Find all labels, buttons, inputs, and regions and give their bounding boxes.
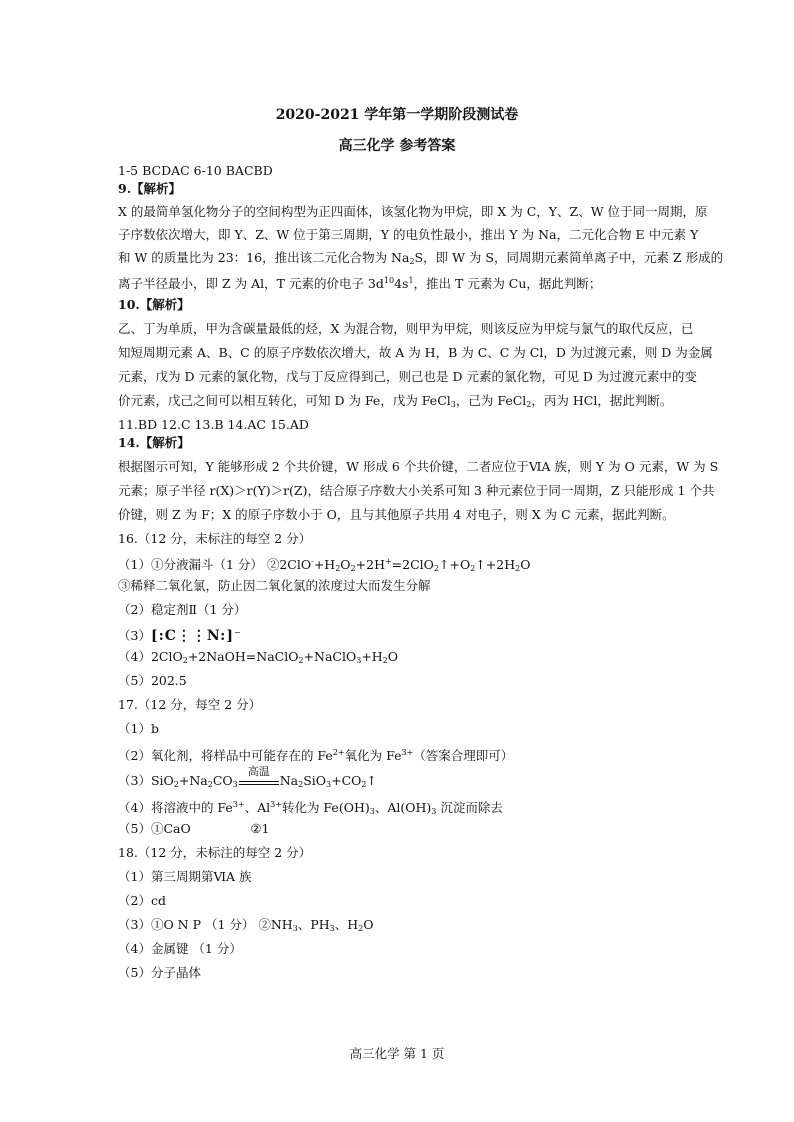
q10-line-3: 元素，戊为 D 元素的氯化物，戊与丁反应得到己，则己也是 D 元素的氯化物，可见 D 为过渡元素中的变 xyxy=(118,369,697,384)
answers-11-15: 11.BD 12.C 13.B 14.AC 15.AD xyxy=(118,417,309,432)
q9-line-2: 子序数依次增大，即 Y、Z、W 位于第三周期，Y 的电负性最小，推出 Y 为 Na，二元化合物 E 中元素 Y xyxy=(118,227,699,242)
q10-sub-3: 3 xyxy=(450,400,456,409)
q16-answer-1 xyxy=(118,553,530,578)
q17-a2-post: （答案合理即可） xyxy=(413,748,514,763)
q17-a3-pre: （3）SiO xyxy=(118,773,174,788)
q17-a3-up: ↑ xyxy=(366,773,377,788)
q16-a4-d: +H xyxy=(361,649,383,664)
q17-answer-1: （1）b xyxy=(118,721,159,736)
q17-a3-na: +Na xyxy=(178,773,208,788)
q16-a1-sub-c: 2 xyxy=(433,564,440,573)
q16-a1-up-o2: ↑+O xyxy=(439,557,471,572)
q9-line-3-b: S，即 W 为 S，同周期元素简单离子中，元素 Z 形成的 xyxy=(414,250,724,265)
q16-a1-sup: - xyxy=(311,557,314,566)
q17-a2-sup1: 2+ xyxy=(332,748,345,757)
q17-a4-mid3: 、Al(OH) xyxy=(374,800,432,815)
q16-a4-sub-1: 2 xyxy=(182,656,188,665)
q16-a1-hsup: + xyxy=(384,557,392,566)
q17-a3-sub-5: 3 xyxy=(326,780,332,789)
q16-a1-o2: O xyxy=(340,557,351,572)
cyanide-electron-formula: [:C⋮⋮N:] xyxy=(150,628,234,644)
q16-a4-c: +NaClO xyxy=(303,649,357,664)
q17-a3-sub-1: 2 xyxy=(173,780,179,789)
q9-line-3 xyxy=(118,249,723,271)
q17-a4-pre: （4）将溶液中的 Fe xyxy=(118,800,233,815)
q16-a1-pre: （1）①分液漏斗（1 分） ②2ClO xyxy=(118,557,312,572)
q16-a1-eq: =2ClO xyxy=(391,557,434,572)
q17-a2-mid: 氧化为 Fe xyxy=(344,748,402,763)
q17-a4-sup2: 3+ xyxy=(270,800,282,809)
q18-a3-sub-1: 3 xyxy=(292,924,298,933)
q18-answer-4: （4）金属键 （1 分） xyxy=(118,941,242,956)
q17-a3-sub-3: 3 xyxy=(232,780,238,789)
q10-line-4-a: 价元素，戊己之间可以相互转化，可知 D 为 Fe，戊为 FeCl xyxy=(118,393,451,408)
q18-a3-end: O xyxy=(363,917,374,932)
q9-sup-1: 1 xyxy=(408,276,414,285)
q17-a3-co2: +CO xyxy=(331,773,362,788)
q16-a1-2h: +2H xyxy=(355,557,385,572)
q16-a4-e: O xyxy=(387,649,399,664)
q18-a3-post: 、H xyxy=(334,917,359,932)
page-title: 2020-2021 学年第一学期阶段测试卷 xyxy=(275,107,519,123)
page-footer: 高三化学 第 1 页 xyxy=(349,1046,445,1061)
reaction-condition xyxy=(239,765,279,785)
q17-a4-mid: 、Al xyxy=(244,800,271,815)
q10-line-1: 乙、丁为单质，甲为含碳量最低的烃，X 为混合物，则甲为甲烷，则该反应为甲烷与氯气的取代反应，已 xyxy=(118,321,694,336)
q17-a3-prod: Na xyxy=(279,773,299,788)
q16-a1-sub-b: 2 xyxy=(350,564,356,573)
q9-line-4-b: ，推出 T 元素为 Cu，据此判断； xyxy=(413,276,602,291)
q17-a4-mid2: 转化为 Fe(OH) xyxy=(281,800,370,815)
q16-a1-up-h2o: ↑+2H xyxy=(475,557,516,572)
q14-line-2: 元素；原子半径 r(X)＞r(Y)＞r(Z)，结合原子序数大小关系可知 3 种元素位于同一周期，Z 只能形成 1 个共 xyxy=(118,483,715,498)
q9-line-1: X 的最简单氢化物分子的空间构型为正四面体，该氢化物为甲烷，即 X 为 C，Y、Z、W 位于同一周期，原 xyxy=(118,204,708,219)
q9-heading: 9.【解析】 xyxy=(118,181,182,196)
q9-line-4 xyxy=(118,272,601,293)
q16-answer-3 xyxy=(118,624,241,645)
q16-a4-b: +2NaOH=NaClO xyxy=(187,649,299,664)
q16-a1-sub-a: 2 xyxy=(335,564,341,573)
q17-answer-4 xyxy=(118,796,503,821)
q18-a3-mid: 、PH xyxy=(297,917,330,932)
q18-a3-pre: （3）①O N P （1 分） ②NH xyxy=(118,917,293,932)
q17-a3-sio: SiO xyxy=(303,773,327,788)
q16-a3-pre: （3） xyxy=(118,628,151,643)
q9-line-3-a: 和 W 的质量比为 23：16，推出该二元化合物为 Na xyxy=(118,250,410,265)
q9-sup-10: 10 xyxy=(383,276,395,285)
q14-heading: 14.【解析】 xyxy=(118,435,190,450)
q17-a4-sub-1: 3 xyxy=(369,807,375,816)
q16-answer-4 xyxy=(118,648,398,670)
q16-a1-o: O xyxy=(520,557,531,572)
q10-line-4-b: ，己为 FeCl xyxy=(455,393,527,408)
q17-heading: 17.（12 分，每空 2 分） xyxy=(118,697,262,712)
q10-line-2: 知短周期元素 A、B、C 的原子序数依次增大，故 A 为 H，B 为 C、C 为 Cl，D 为过渡元素，则 D 为金属 xyxy=(118,345,713,360)
q16-a4-sub-4: 2 xyxy=(382,656,388,665)
q16-a4-sub-3: 3 xyxy=(356,656,362,665)
q10-heading: 10.【解析】 xyxy=(118,297,190,312)
q17-a4-sup1: 3+ xyxy=(232,800,245,809)
q10-sub-2: 2 xyxy=(526,400,532,409)
q16-answer-1b: ③稀释二氧化氯，防止因二氧化氯的浓度过大而发生分解 xyxy=(118,578,431,593)
q18-answer-2: （2）cd xyxy=(118,893,166,908)
q16-a4-a: （4）2ClO xyxy=(118,649,183,664)
answers-1-10: 1-5 BCDAC 6-10 BACBD xyxy=(118,163,273,178)
page-subtitle: 高三化学 参考答案 xyxy=(338,138,456,154)
q17-a3-sub-2: 2 xyxy=(207,780,213,789)
q10-line-4-c: ，丙为 HCl，据此判断。 xyxy=(531,393,673,408)
q17-answer-2 xyxy=(118,744,513,765)
q16-heading: 16.（12 分，未标注的每空 2 分） xyxy=(118,531,312,546)
q17-a3-sub-6: 2 xyxy=(361,780,367,789)
q14-line-3: 价键，则 Z 为 F；X 的原子序数小于 O，且与其他原子共用 4 对电子，则 X 为 C 元素，据此判断。 xyxy=(118,507,675,522)
q18-answer-1: （1）第三周期第ⅥA 族 xyxy=(118,869,252,884)
q18-a3-sub-3: 2 xyxy=(358,924,364,933)
q17-a4-sub-2: 3 xyxy=(431,807,437,816)
q17-a4-post: 沉淀而除去 xyxy=(436,800,503,815)
q17-a2-sup2: 3+ xyxy=(401,748,414,757)
q16-answer-5: （5）202.5 xyxy=(118,673,187,688)
double-equal-sign xyxy=(239,781,279,785)
q16-a1-sub-e: 2 xyxy=(515,564,521,573)
q17-answer-5: （5）①CaO ②1 xyxy=(118,821,270,836)
q9-4s: 4s xyxy=(394,276,409,291)
q17-a3-co: CO xyxy=(212,773,233,788)
q17-a2-pre: （2）氧化剂，将样品中可能存在的 Fe xyxy=(118,748,333,763)
q16-a1-h2o2-h: +H xyxy=(313,557,336,572)
q18-a3-sub-2: 3 xyxy=(329,924,335,933)
condition-label: 高温 xyxy=(247,765,270,778)
q17-a3-sub-4: 2 xyxy=(298,780,304,789)
q9-line-4-a: 离子半径最小，即 Z 为 Al，T 元素的价电子 3d xyxy=(118,276,384,291)
q16-a4-sub-2: 2 xyxy=(298,656,304,665)
q16-a3-sup: − xyxy=(233,628,241,637)
q16-a1-sub-d: 2 xyxy=(470,564,476,573)
q18-answer-3 xyxy=(118,916,373,938)
q18-heading: 18.（12 分，未标注的每空 2 分） xyxy=(118,845,312,860)
q16-answer-2: （2）稳定剂Ⅱ（1 分） xyxy=(118,602,247,617)
q14-line-1: 根据图示可知，Y 能够形成 2 个共价键，W 形成 6 个共价键，二者应位于ⅥA 族，则 Y 为 O 元素，W 为 S xyxy=(118,459,719,474)
q10-line-4 xyxy=(118,392,672,414)
q9-sub: 2 xyxy=(409,257,415,266)
q17-answer-3 xyxy=(118,765,377,794)
q18-answer-5: （5）分子晶体 xyxy=(118,965,201,980)
